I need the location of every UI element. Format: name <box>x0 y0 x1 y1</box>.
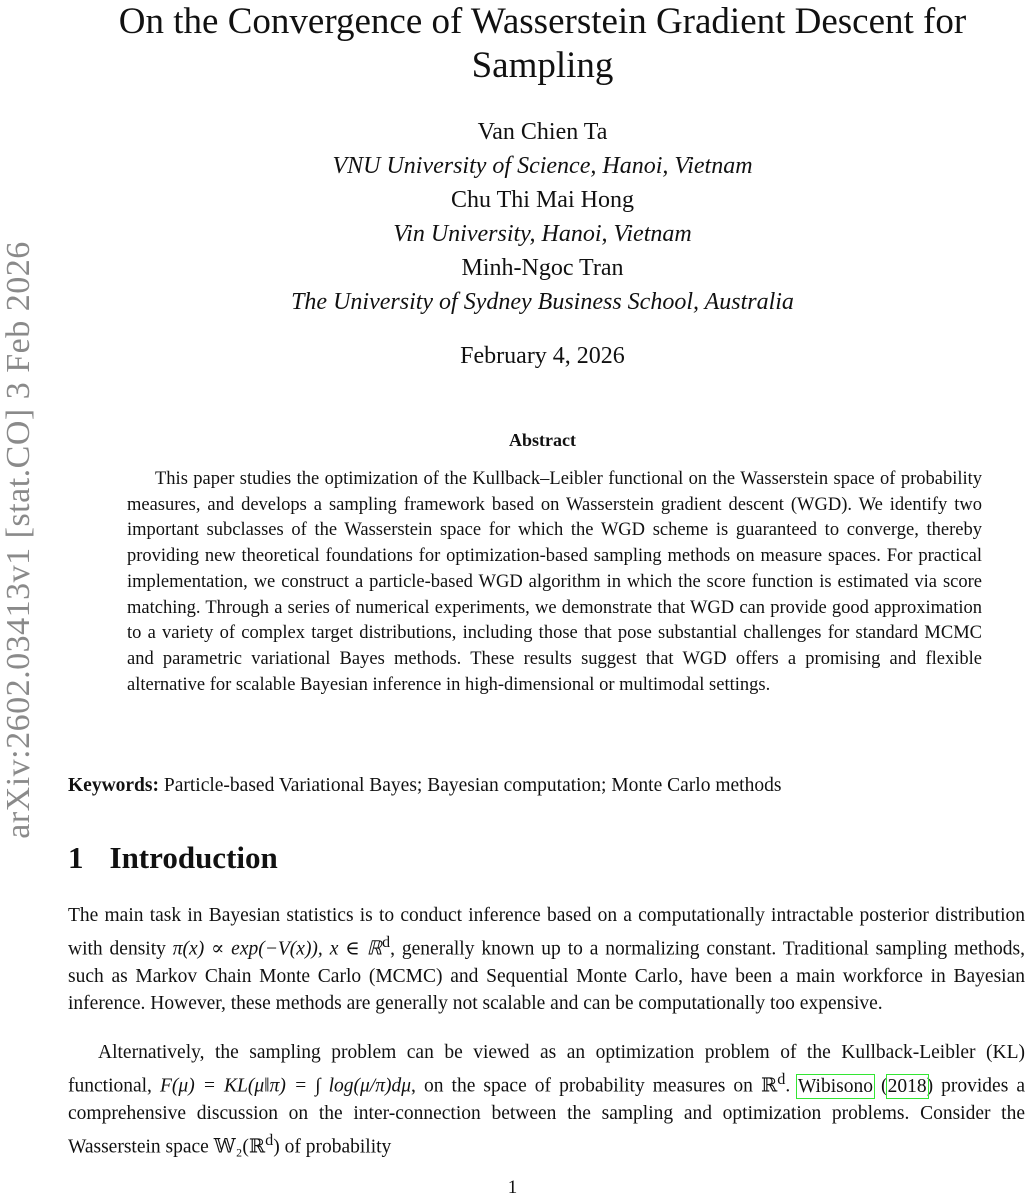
text-run: . <box>785 1075 798 1097</box>
page-number: 1 <box>507 1177 518 1198</box>
paper-title: On the Convergence of Wasserstein Gradient Descent for Sampling <box>118 1 967 86</box>
text-run: Alternatively, the sampling problem can be viewed as an optimization problem of the Kullback-Leibler (KL) functional, <box>68 1042 1025 1097</box>
text-run: provides a comprehensive discussion on the inter-connection between the sampling and optimization problems. Consider the Wasserstein space 𝕎₂(ℝ <box>68 1075 1025 1158</box>
abstract-text: This paper studies the optimization of the Kullback–Leibler functional on the Wasserstein space of probability measures, and develops a sampling framework based on Wasserstein gradient descent (WGD). We identify two important subclasses of the Wasserstein space for which the WGD scheme is guaranteed to converge, thereby providing new theoretical foundations for optimization-based sampling methods on measure spaces. For practical implementation, we construct a particle-based WGD algorithm in which the score function is estimated via score matching. Through a series of numerical experiments, we demonstrate that WGD can provide good approximation to a variety of complex target distributions, including those that pose substantial challenges for standard MCMC and parametric variational Bayes methods. These results suggest that WGD offers a promising and flexible alternative for scalable Bayesian inference in high-dimensional or multimodal settings. <box>127 469 982 695</box>
text-run: ) of probability <box>273 1136 392 1158</box>
section-number: 1 <box>68 840 84 875</box>
text-run: , generally known up to a normalizing constant. Traditional sampling methods, such as Markov Chain Monte Carlo (MCMC) and Sequential Monte Carlo, have been a main workforce in Bayesian inference. However, these methods are generally not scalable and can be computationally too expensive. <box>68 938 1025 1015</box>
citation-year-link[interactable]: 2018 <box>887 1075 927 1097</box>
author-affiliation: The University of Sydney Business School, Australia <box>291 289 794 315</box>
text-run: ( <box>872 1075 888 1097</box>
text-run: , on the space of probability measures on ℝ <box>411 1075 778 1097</box>
keywords-text: Particle-based Variational Bayes; Bayesian computation; Monte Carlo methods <box>163 775 782 796</box>
math-inline: π(x) ∝ exp(−V(x)), x ∈ ℝ <box>172 938 383 960</box>
author-name: Chu Thi Mai Hong <box>451 187 634 213</box>
keywords <box>68 775 1008 797</box>
intro-paragraph-2 <box>68 1039 1025 1161</box>
section-heading <box>68 840 278 876</box>
keywords-label: Keywords: <box>68 775 159 796</box>
arxiv-stamp: arXiv:2602.03413v1 [stat.CO] 3 Feb 2026 <box>0 241 37 839</box>
section-title: Introduction <box>109 840 278 875</box>
text-run: The main task in Bayesian statistics is to conduct inference based on a computationally intractable posterior distribution with density <box>68 905 1025 960</box>
author-block <box>60 115 1025 319</box>
author-affiliation: Vin University, Hanoi, Vietnam <box>393 221 692 247</box>
math-superscript: d <box>777 1070 786 1089</box>
citation-author-link[interactable]: Wibisono <box>797 1075 873 1097</box>
abstract-heading: Abstract <box>509 430 576 450</box>
author-affiliation: VNU University of Science, Hanoi, Vietnam <box>332 153 753 179</box>
math-superscript: d <box>382 933 391 952</box>
author-name: Minh-Ngoc Tran <box>461 255 624 281</box>
author-name: Van Chien Ta <box>477 119 608 145</box>
math-superscript: d <box>265 1131 274 1150</box>
paper-date: February 4, 2026 <box>460 343 625 369</box>
math-inline: F(μ) = KL(μ‖π) = ∫ log(μ/π)dμ <box>160 1075 412 1097</box>
text-run: ) <box>926 1075 934 1097</box>
intro-paragraph-1 <box>68 902 1025 1018</box>
